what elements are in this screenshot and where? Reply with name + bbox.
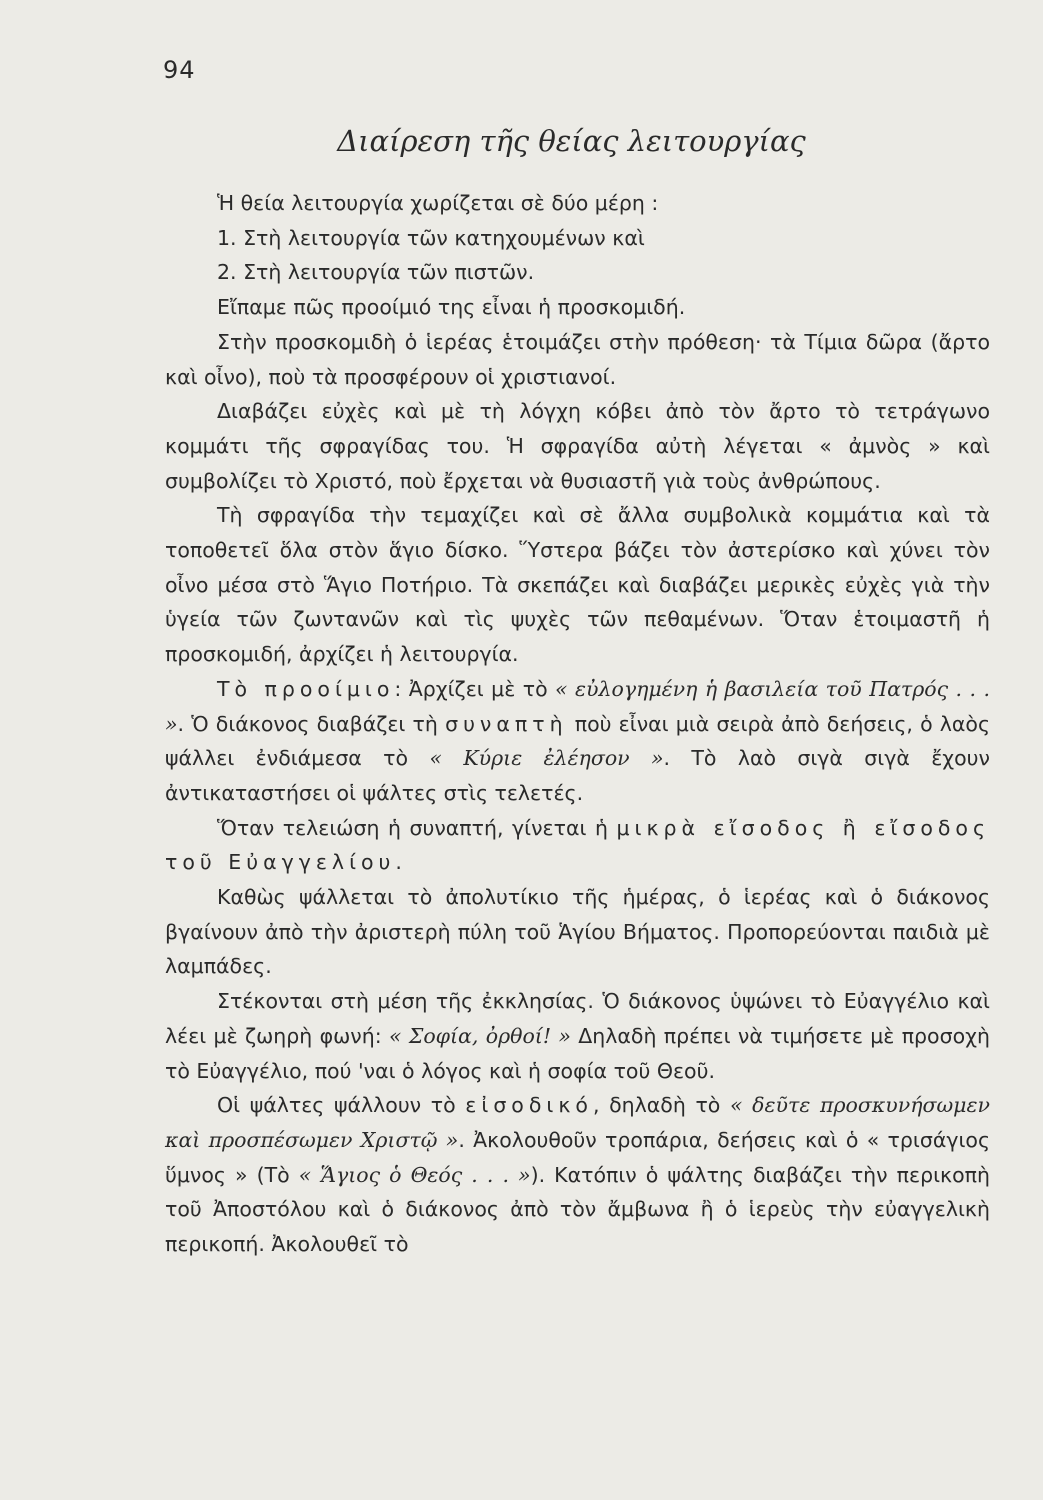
body-text xyxy=(165,186,990,1262)
chapter-title: Διαίρεση τῆς θείας λειτουργίας xyxy=(337,124,806,158)
paragraph: Στὴν προσκομιδὴ ὁ ἱερέας ἑτοιμάζει στὴν πρόθεση· τὰ Τίμια δῶρα (ἄρτο καὶ οἶνο), ποὺ τὰ προσφέρουν οἱ χριστιανοί. xyxy=(165,329,990,389)
paragraph xyxy=(165,984,990,1088)
list-item: 1. Στὴ λειτουργία τῶν κατηχουμένων καὶ xyxy=(217,225,645,250)
italic-quote: « Ἅγιος ὁ Θεός . . . » xyxy=(298,1162,531,1187)
paragraph xyxy=(165,811,990,880)
paragraph xyxy=(165,1088,990,1262)
text-run: Ὅταν τελειώση ἡ συναπτή, γίνεται ἡ xyxy=(217,815,608,840)
text-run: . Τὸ λαὸ σιγὰ σιγὰ ἔχουν ἀντικαταστήσει οἱ ψάλτες στὶς τελετές. xyxy=(165,746,990,805)
spaced-term: εἰσοδικό xyxy=(465,1093,593,1118)
paragraph: Καθὼς ψάλλεται τὸ ἀπολυτίκιο τῆς ἡμέρας, ὁ ἱερέας καὶ ὁ διάκονος βγαίνουν ἀπὸ τὴν ἀριστερὴ πύλη τοῦ Ἁγίου Βήματος. Προπορεύονται παιδιὰ μὲ λαμπάδες. xyxy=(165,885,990,979)
paragraph: Ἡ θεία λειτουργία χωρίζεται σὲ δύο μέρη : xyxy=(217,191,659,215)
list-item: 2. Στὴ λειτουργία τῶν πιστῶν. xyxy=(217,260,535,285)
italic-quote: « Σοφία, ὀρθοί! » xyxy=(388,1023,571,1048)
text-run: Οἱ ψάλτες ψάλλουν τὸ xyxy=(217,1093,456,1118)
text-run: . xyxy=(395,850,402,875)
spaced-term: Τὸ προοίμιο xyxy=(217,676,395,701)
text-run: Στέκονται στὴ μέση τῆς ἐκκλησίας. Ὁ διάκονος ὑψώνει τὸ Εὐαγγέλιο καὶ λέει μὲ ζωηρὴ φωνή: xyxy=(165,989,990,1048)
text-run: Δηλαδὴ πρέπει νὰ τιμήσετε μὲ προσοχὴ τὸ Εὐαγγέλιο, πού 'ναι ὁ λόγος καὶ ἡ σοφία τοῦ Θεοῦ. xyxy=(165,1023,990,1083)
spaced-term: μικρὰ εἴσοδος ἢ εἴσοδος τοῦ Εὐαγγελίου xyxy=(165,815,990,875)
italic-quote: « εὐλογημένη ἡ βασιλεία τοῦ Πατρός . . . » xyxy=(165,676,990,736)
paragraph: Διαβάζει εὐχὲς καὶ μὲ τὴ λόγχη κόβει ἀπὸ τὸν ἄρτο τὸ τετράγωνο κομμάτι τῆς σφραγίδας του. Ἡ σφραγίδα αὐτὴ λέγεται « ἀμνὸς » καὶ συμβολίζει τὸ Χριστό, ποὺ ἔρχεται νὰ θυσιαστῆ γιὰ τοὺς ἀνθρώπους. xyxy=(165,399,990,493)
text-run: ποὺ εἶναι μιὰ σειρὰ ἀπὸ δεήσεις, ὁ λαὸς ψάλλει ἐνδιάμεσα τὸ xyxy=(165,711,991,771)
page-number: 94 xyxy=(163,56,196,84)
italic-quote: « δεῦτε προσκυνήσωμεν καὶ προσπέσωμεν Χριστῷ » xyxy=(165,1093,990,1152)
paragraph: Τὴ σφραγίδα τὴν τεμαχίζει καὶ σὲ ἄλλα συμβολικὰ κομμάτια καὶ τὰ τοποθετεῖ ὅλα στὸν ἅγιο δίσκο. Ὕστερα βάζει τὸν ἀστερίσκο καὶ χύνει τὸν οἶνο μέσα στὸ Ἅγιο Ποτήριο. Τὰ σκεπάζει καὶ διαβάζει μερικὲς εὐχὲς γιὰ τὴν ὑγεία τῶν ζωντανῶν καὶ τὶς ψυχὲς τῶν πεθαμένων. Ὅταν ἑτοιμαστῆ ἡ προσκομιδή, ἀρχίζει ἡ λειτουργία. xyxy=(165,503,990,667)
paragraph xyxy=(165,672,990,811)
text-run: , δηλαδὴ τὸ xyxy=(592,1093,721,1118)
text-run: . Ὁ διάκονος διαβάζει τὴ xyxy=(177,711,438,736)
text-run: : Ἀρχίζει μὲ τὸ xyxy=(394,676,548,701)
text-run: . Ἀκολουθοῦν τροπάρια, δεήσεις καὶ ὁ « τρισάγιος ὕμνος » (Τὸ xyxy=(165,1127,990,1187)
text-run: ). Κατόπιν ὁ ψάλτης διαβάζει τὴν περικοπὴ τοῦ Ἀποστόλου καὶ ὁ διάκονος ἀπὸ τὸν ἄμβωνα ἢ ὁ ἱερεὺς τὴν εὐαγγελικὴ περικοπή. Ἀκολουθεῖ τὸ xyxy=(165,1162,990,1257)
paragraph: Εἴπαμε πῶς προοίμιό της εἶναι ἡ προσκομιδή. xyxy=(217,295,686,320)
italic-quote: « Κύριε ἐλέησον » xyxy=(429,746,664,771)
spaced-term: συναπτὴ xyxy=(445,711,568,736)
